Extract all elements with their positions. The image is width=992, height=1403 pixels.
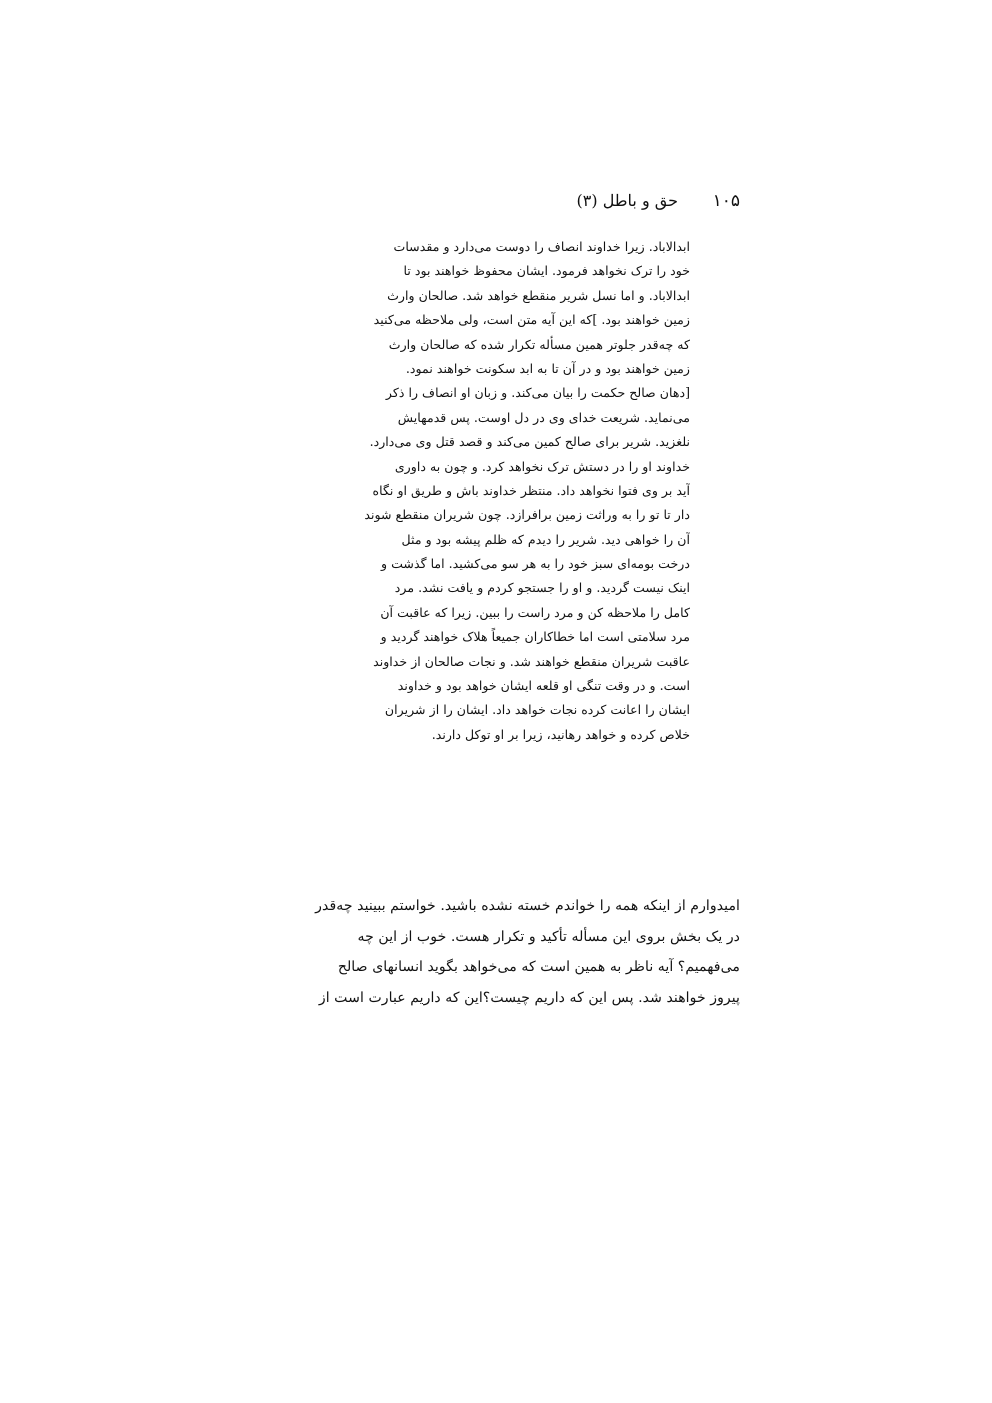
- paragraph-line: امیدوارم از اینکه همه را خواندم خسته نشده باشید. خواستم ببینید چه‌قدر: [315, 898, 740, 914]
- quote-line: خداوند او را در دستش ترک نخواهد کرد. و چون به داوری: [394, 458, 690, 474]
- body-paragraph: [250, 891, 740, 1013]
- quote-line: ابدالاباد. زیرا خداوند انصاف را دوست می‌دارد و مقدسات: [393, 239, 690, 254]
- quote-line: خود را ترک نخواهد فرمود. ایشان محفوظ خواهند بود تا: [403, 263, 690, 279]
- quote-line: می‌نماید. شریعت خدای وی در دل اوست. پس قدمهایش: [397, 409, 690, 425]
- quote-line: [دهان صالح حکمت را بیان می‌کند. و زبان او انصاف را ذکر: [385, 385, 690, 401]
- quote-line: زمین خواهند بود و در آن تا به ابد سکونت خواهند نمود.: [405, 360, 690, 376]
- paragraph-line: در یک بخش بروی این مسأله تأکید و تکرار هست. خوب از این چه: [357, 928, 740, 945]
- quote-line: اینک نیست گردید. و او را جستجو کردم و یافت نشد. مرد: [394, 580, 690, 596]
- quote-line: زمین خواهند بود. ]که این آیه متن است، ولی ملاحظه می‌کنید: [373, 312, 690, 328]
- quote-line: نلغزید. شریر برای صالح کمین می‌کند و قصد قتل وی می‌دارد.: [369, 434, 690, 450]
- quote-line: آید بر وی فتوا نخواهد داد. منتظر خداوند باش و طریق او نگاه: [372, 482, 690, 498]
- running-title: حق و باطل (۳): [576, 191, 678, 210]
- quote-line: است. و در وقت تنگی او قلعه ایشان خواهد بود و خداوند: [397, 678, 690, 694]
- page-number: ۱۰۵: [712, 191, 740, 211]
- quote-line: ابدالاباد. و اما نسل شریر منقطع خواهد شد. صالحان وارث: [387, 287, 690, 303]
- quote-line: خلاص کرده و خواهد رهانید، زیرا بر او توکل دارند.: [431, 726, 690, 742]
- page-header: [250, 183, 740, 223]
- quote-line: ایشان را اعانت کرده نجات خواهد داد. ایشان را از شریران: [384, 702, 690, 718]
- paragraph-line: می‌فهمیم؟ آیه ناظر به همین است که می‌خواهد بگوید انسانهای صالح: [337, 959, 740, 975]
- quote-line: کامل را ملاحظه کن و مرد راست را ببین. زیرا که عاقبت آن: [380, 604, 690, 620]
- quote-line: دار تا تو را به وراثت زمین برافرازد. چون شریران منقطع شوند: [364, 507, 690, 523]
- quote-line: عاقبت شریران منقطع خواهند شد. و نجات صالحان از خداوند: [373, 653, 690, 669]
- paragraph-line: پیروز خواهند شد. پس این که داریم چیست؟این که داریم عبارت است از: [318, 989, 740, 1006]
- quote-line: آن را خواهی دید. شریر را دیدم که ظلم پیشه بود و مثل: [401, 531, 690, 547]
- quote-line: درخت بومه‌ای سبز خود را به هر سو می‌کشید. اما گذشت و: [380, 556, 690, 572]
- scripture-quote: [312, 235, 690, 747]
- quote-line: مرد سلامتی است اما خطاکاران جمیعاً هلاک خواهند گردید و: [380, 629, 690, 645]
- quote-line: که چه‌قدر جلوتر همین مسأله تکرار شده که صالحان وارث: [388, 336, 690, 352]
